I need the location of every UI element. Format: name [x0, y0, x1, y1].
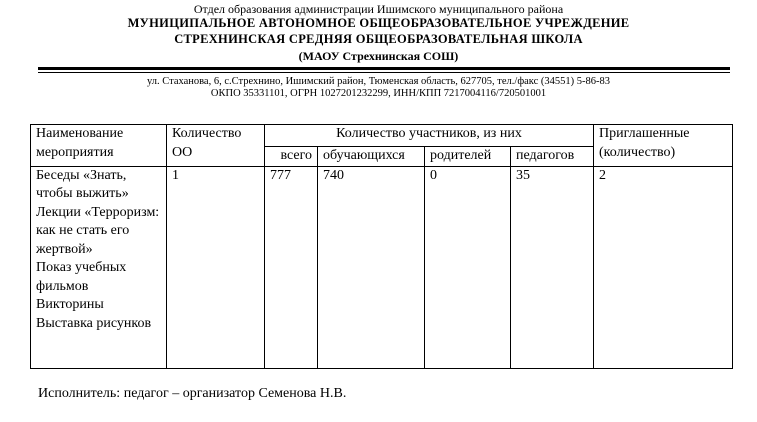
- cell-total: 777: [265, 166, 318, 368]
- institution-name-1: МУНИЦИПАЛЬНОЕ АВТОНОМНОЕ ОБЩЕОБРАЗОВАТЕЛЬНОЕ УЧРЕЖДЕНИЕ: [127, 16, 630, 30]
- cell-invited: 2: [594, 166, 733, 368]
- header-students: обучающихся: [318, 147, 425, 167]
- event-item: Викторины: [36, 297, 104, 312]
- header-total: всего: [265, 147, 318, 167]
- cell-teachers: 35: [511, 166, 594, 368]
- table-row: [31, 166, 733, 368]
- cell-events: [31, 166, 167, 368]
- institution-name-2: СТРЕХНИНСКАЯ СРЕДНЯЯ ОБЩЕОБРАЗОВАТЕЛЬНАЯ ШКОЛА: [174, 32, 583, 46]
- institution-short-name: (МАОУ Стрехнинская СОШ): [298, 49, 459, 63]
- event-item: Лекции «Терроризм: как не стать его жертвой»: [36, 204, 160, 257]
- header-rule: [38, 67, 730, 70]
- header-invited: Приглашенные (количество): [594, 125, 733, 167]
- header-teachers: педагогов: [511, 147, 594, 167]
- header-participants: Количество участников, из них: [265, 125, 594, 147]
- cell-students: 740: [318, 166, 425, 368]
- header-oo: Количество ОО: [167, 125, 265, 167]
- header-event: Наименование мероприятия: [31, 125, 167, 167]
- cell-oo: 1: [167, 166, 265, 368]
- event-item: Показ учебных фильмов: [36, 260, 127, 294]
- department-line: Отдел образования администрации Ишимского муниципального района: [193, 2, 564, 16]
- executor-note: Исполнитель: педагог – организатор Семенова Н.В.: [38, 386, 347, 401]
- cell-parents: 0: [425, 166, 511, 368]
- event-item: Беседы «Знать, чтобы выжить»: [36, 167, 129, 201]
- header-rule-thin: [38, 72, 730, 73]
- header-parents: родителей: [425, 147, 511, 167]
- registration-codes: ОКПО 35331101, ОГРН 1027201232299, ИНН/КПП 7217004116/720501001: [210, 88, 547, 99]
- events-table: [30, 124, 733, 369]
- event-item: Выставка рисунков: [36, 315, 152, 331]
- address: ул. Стаханова, 6, с.Стрехнино, Ишимский район, Тюменская область, 627705, тел./факс (34551) 5-86-83: [146, 76, 611, 87]
